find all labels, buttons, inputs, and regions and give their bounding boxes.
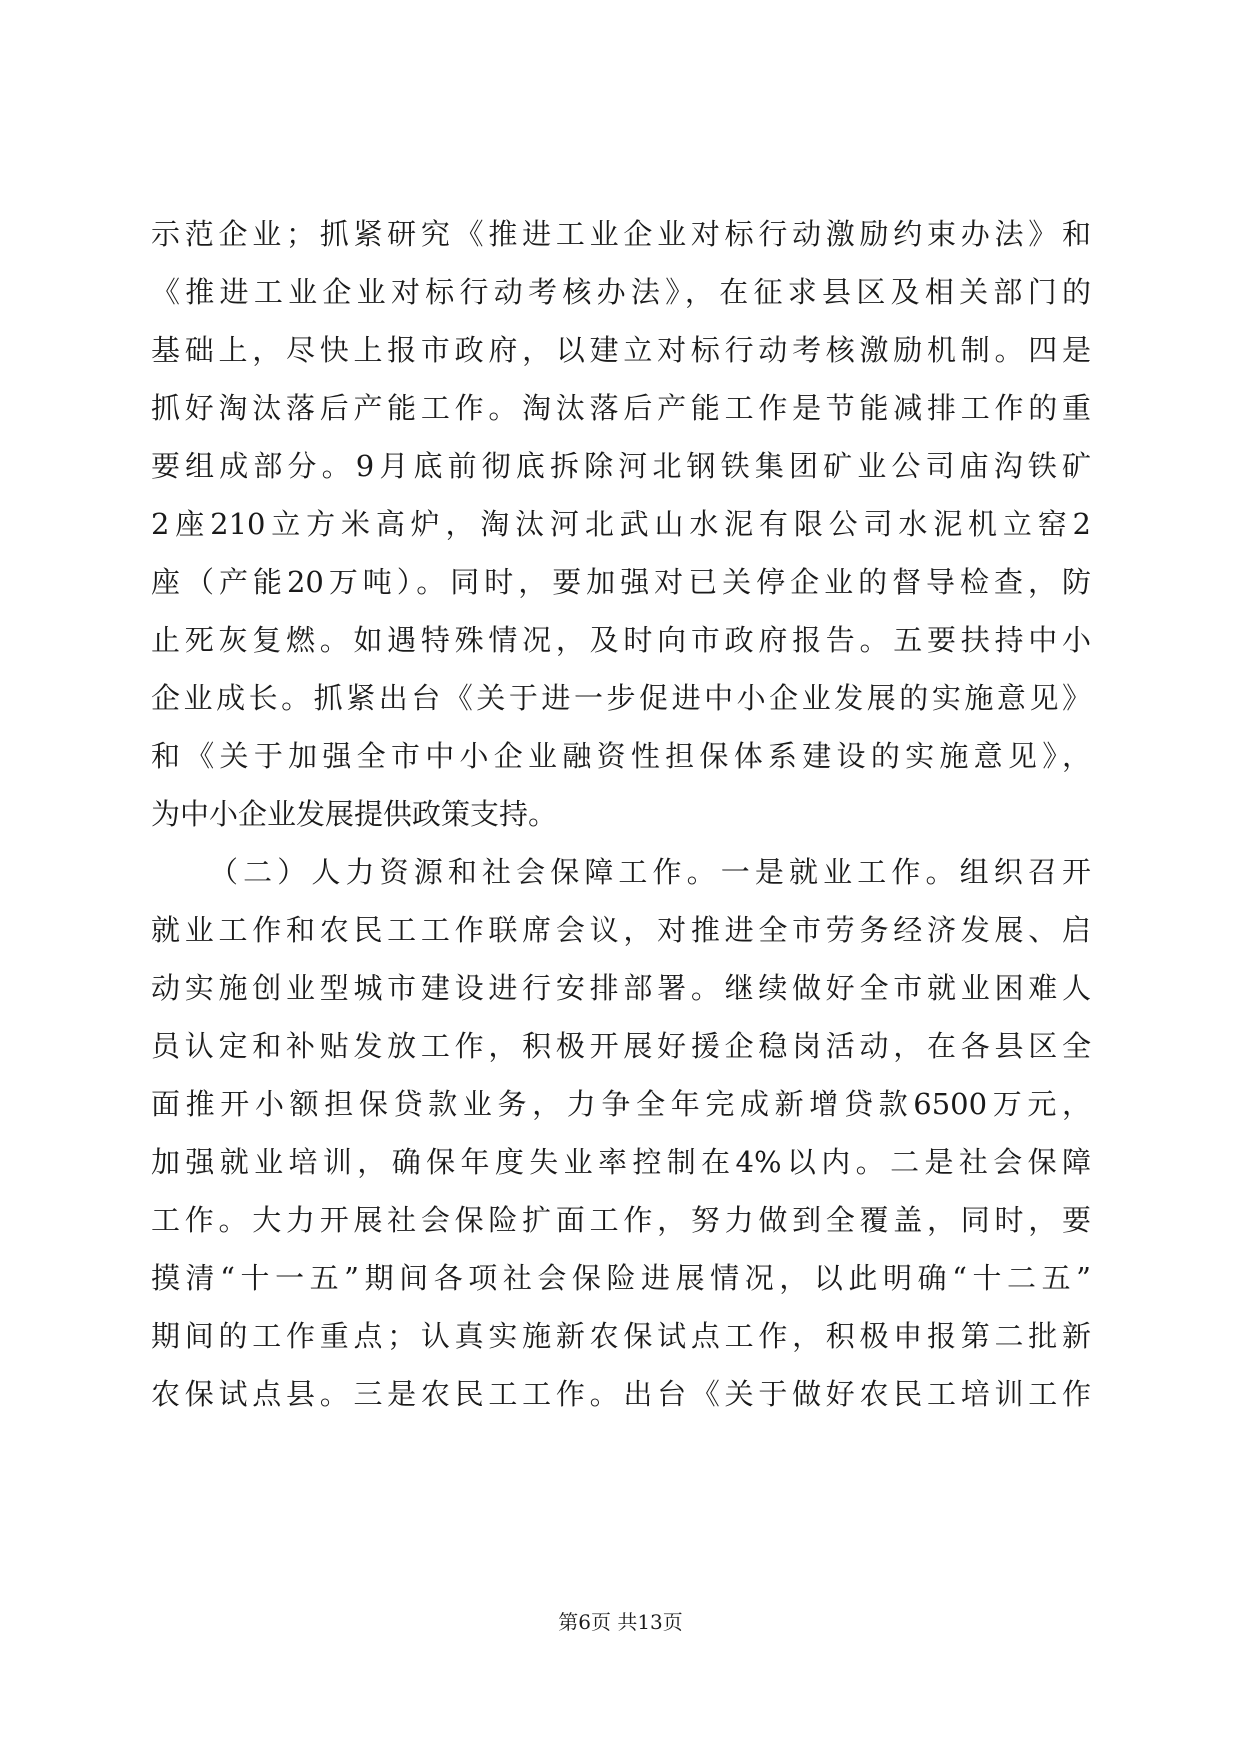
section-heading-line: （二）人力资源和社会保障工作。一是就业工作。组织召开: [209, 855, 1091, 889]
text-line: 止死灰复燃。如遇特殊情况，及时向市政府报告。五要扶持中小: [151, 623, 1091, 657]
text-line: 工作。大力开展社会保险扩面工作，努力做到全覆盖，同时，要: [151, 1203, 1091, 1237]
page-number-footer: 第6页 共13页: [558, 1610, 683, 1634]
text-line: 面推开小额担保贷款业务，力争全年完成新增贷款6500万元，: [151, 1087, 1091, 1121]
text-line: 员认定和补贴发放工作，积极开展好援企稳岗活动，在各县区全: [151, 1029, 1091, 1063]
text-line: 要组成部分。9月底前彻底拆除河北钢铁集团矿业公司庙沟铁矿: [151, 449, 1091, 483]
text-line: 基础上，尽快上报市政府，以建立对标行动考核激励机制。四是: [151, 333, 1091, 367]
text-line: 期间的工作重点；认真实施新农保试点工作，积极申报第二批新: [151, 1319, 1091, 1353]
text-line: 2座210立方米高炉，淘汰河北武山水泥有限公司水泥机立窑2: [151, 507, 1091, 541]
text-line: 农保试点县。三是农民工工作。出台《关于做好农民工培训工作: [151, 1377, 1091, 1411]
text-line: 就业工作和农民工工作联席会议，对推进全市劳务经济发展、启: [151, 913, 1091, 947]
text-line: 加强就业培训，确保年度失业率控制在4%以内。二是社会保障: [151, 1145, 1091, 1179]
document-body: [151, 205, 1091, 1423]
text-line: 和《关于加强全市中小企业融资性担保体系建设的实施意见》，: [151, 739, 1091, 773]
text-line: 企业成长。抓紧出台《关于进一步促进中小企业发展的实施意见》: [151, 681, 1091, 715]
text-line: 抓好淘汰落后产能工作。淘汰落后产能工作是节能减排工作的重: [151, 391, 1091, 425]
text-line: 摸清“十一五”期间各项社会保险进展情况，以此明确“十二五”: [151, 1261, 1091, 1295]
text-line: 为中小企业发展提供政策支持。: [151, 797, 558, 831]
text-line: 座（产能20万吨）。同时，要加强对已关停企业的督导检查，防: [151, 565, 1091, 599]
text-line: 示范企业；抓紧研究《推进工业企业对标行动激励约束办法》和: [151, 217, 1091, 251]
text-line: 动实施创业型城市建设进行安排部署。继续做好全市就业困难人: [151, 971, 1091, 1005]
text-line: 《推进工业企业对标行动考核办法》，在征求县区及相关部门的: [151, 275, 1091, 309]
